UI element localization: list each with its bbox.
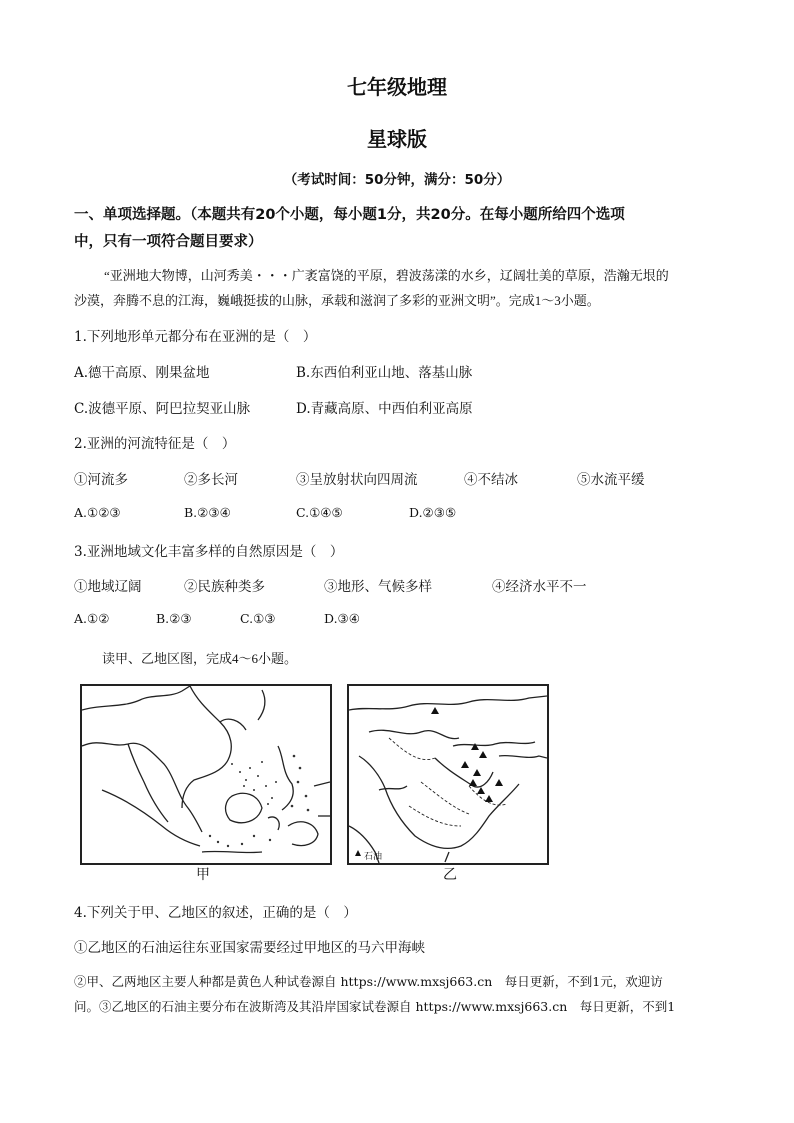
map-middle-east-drawing xyxy=(349,686,547,863)
intro-line1: “亚洲地大物博，山河秀美・・・广袤富饶的平原，碧波荡漾的水乡，辽阔壮美的草原，浩瀚无垠的 xyxy=(104,268,669,283)
question-2-item-1: ①河流多 xyxy=(74,472,128,488)
section-heading-line1: 一、单项选择题。（本题共有20个小题，每小题1分，共20分。在每小题所给四个选项 xyxy=(74,207,625,223)
page-subtitle: 星球版 xyxy=(367,127,427,151)
question-2-stem: 2.亚洲的河流特征是（ ） xyxy=(74,436,236,452)
map-legend-oil-label: 石油 xyxy=(364,852,383,862)
question-1-option-b: B.东西伯利亚山地、落基山脉 xyxy=(296,365,473,381)
question-1-option-d: D.青藏高原、中西伯利亚高原 xyxy=(296,401,473,417)
question-3-item-4: ④经济水平不一 xyxy=(492,579,587,595)
question-2-item-3: ③呈放射状向四周流 xyxy=(296,472,418,488)
question-1-option-a: A.德干高原、刚果盆地 xyxy=(74,365,210,381)
question-2-option-b: B.②③④ xyxy=(184,505,231,520)
question-2-item-5: ⑤水流平缓 xyxy=(577,472,645,488)
exam-info: （考试时间：50分钟，满分：50分） xyxy=(283,172,511,188)
question-2-option-c: C.①④⑤ xyxy=(296,505,343,520)
map-intro: 读甲、乙地区图，完成4～6小题。 xyxy=(102,651,298,666)
question-3-option-a: A.①② xyxy=(74,611,110,626)
question-1-stem: 1.下列地形单元都分布在亚洲的是（ ） xyxy=(74,329,317,345)
map-southeast-asia-drawing xyxy=(82,686,330,863)
map-left-label: 甲 xyxy=(196,867,210,883)
section-heading-line2: 中，只有一项符合题目要求） xyxy=(74,234,263,250)
map-southeast-asia xyxy=(80,684,332,865)
question-4-stem: 4.下列关于甲、乙地区的叙述，正确的是（ ） xyxy=(74,905,357,921)
page-title: 七年级地理 xyxy=(347,75,447,99)
map-right-label: 乙 xyxy=(443,867,457,883)
question-3-option-c: C.①③ xyxy=(240,611,276,626)
question-4-statement-2: ②甲、乙两地区主要人种都是黄色人种试卷源自 https://www.mxsj663.cn 每日更新，不到1元，欢迎访 xyxy=(74,974,663,989)
question-1-option-c: C.波德平原、阿巴拉契亚山脉 xyxy=(74,401,251,417)
question-2-item-2: ②多长河 xyxy=(184,472,238,488)
question-4-statement-1: ①乙地区的石油运往东亚国家需要经过甲地区的马六甲海峡 xyxy=(74,940,425,956)
question-3-item-2: ②民族种类多 xyxy=(184,579,265,595)
question-2-option-d: D.②③⑤ xyxy=(409,505,457,520)
question-3-stem: 3.亚洲地域文化丰富多样的自然原因是（ ） xyxy=(74,544,344,560)
question-3-option-d: D.③④ xyxy=(324,611,360,626)
question-2-item-4: ④不结冰 xyxy=(464,472,518,488)
question-3-option-b: B.②③ xyxy=(156,611,192,626)
question-2-option-a: A.①②③ xyxy=(74,505,121,520)
question-3-item-3: ③地形、气候多样 xyxy=(324,579,432,595)
intro-line2: 沙漠，奔腾不息的江海，巍峨挺拔的山脉，承载和滋润了多彩的亚洲文明”。完成1～3小题。 xyxy=(74,293,600,308)
question-4-statement-3: 问。③乙地区的石油主要分布在波斯湾及其沿岸国家试卷源自 https://www.mxsj663.cn 每日更新，不到1 xyxy=(74,999,676,1014)
map-middle-east xyxy=(347,684,549,865)
question-3-item-1: ①地域辽阔 xyxy=(74,579,142,595)
